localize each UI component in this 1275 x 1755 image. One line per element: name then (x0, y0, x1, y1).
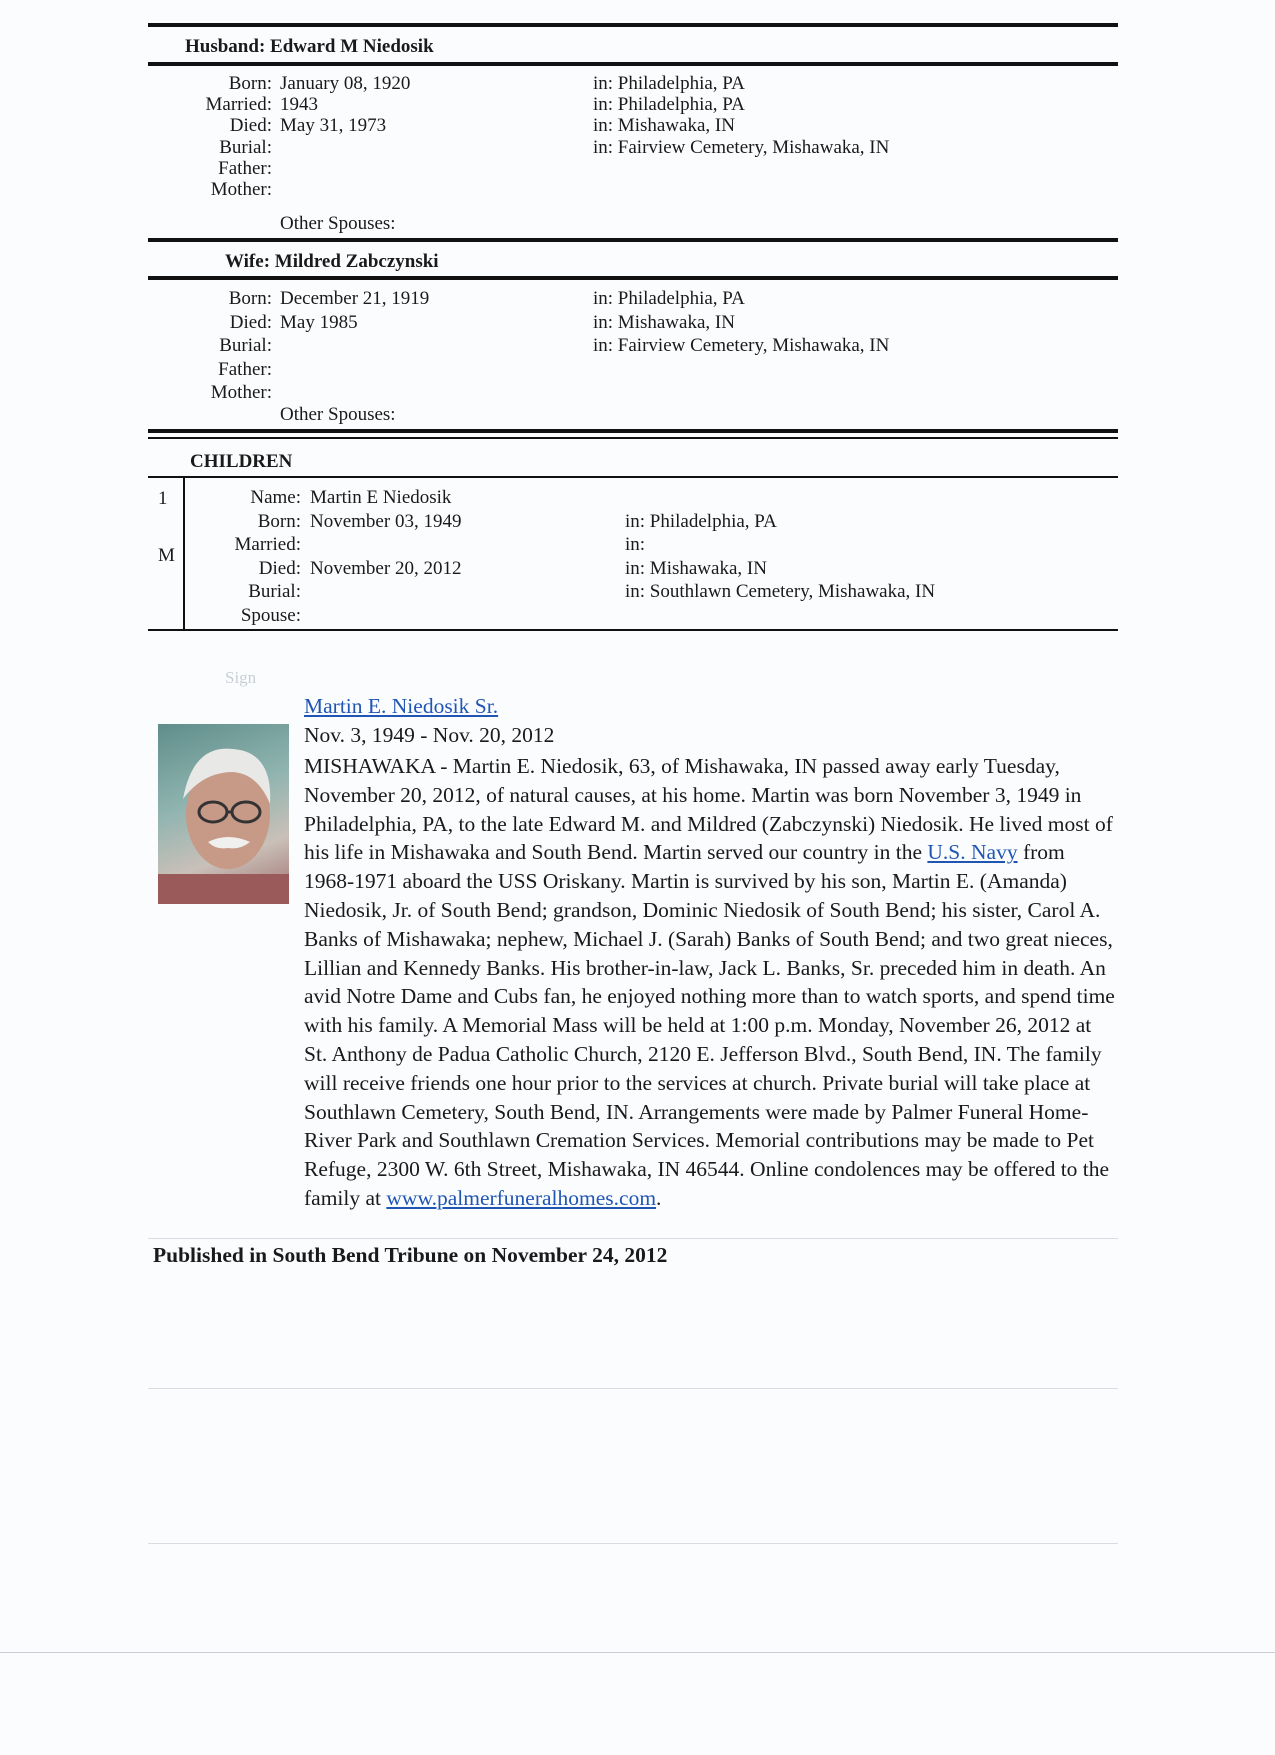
field-value: November 20, 2012 (310, 557, 462, 579)
field-place: in: Mishawaka, IN (593, 311, 735, 333)
section-rule (148, 23, 1118, 27)
field-place: in: Southlawn Cemetery, Mishawaka, IN (625, 581, 936, 602)
section-rule (148, 238, 1118, 242)
field-label: Mother: (210, 382, 272, 403)
field-label: Born: (257, 510, 301, 532)
field-value: Martin E Niedosik (310, 487, 452, 508)
field-label: Born: (228, 288, 272, 309)
children-heading: CHILDREN (190, 451, 293, 472)
wife-heading: Wife: Mildred Zabczynski (225, 251, 439, 272)
field-place: in: Philadelphia, PA (593, 73, 745, 94)
obituary-body (153, 752, 1119, 1213)
obituary-title[interactable]: Martin E. Niedosik Sr. (304, 694, 499, 718)
field-label: Married: (205, 94, 272, 116)
field-value: May 31, 1973 (280, 115, 387, 137)
child-sex: M (158, 545, 175, 566)
field-label: Mother: (210, 179, 272, 200)
field-label: Burial: (219, 136, 272, 158)
section-rule (148, 62, 1118, 66)
field-label: Spouse: (240, 604, 301, 626)
field-label: Burial: (219, 335, 272, 356)
field-place: in: Philadelphia, PA (593, 94, 745, 116)
field-place: in: Fairview Cemetery, Mishawaka, IN (593, 136, 890, 158)
field-value: May 1985 (280, 311, 358, 333)
bleed-through-rule (148, 1543, 1118, 1544)
field-value: December 21, 1919 (280, 288, 430, 309)
field-place: in: (625, 534, 646, 555)
obituary-text-part-1: MISHAWAKA - Martin E. Niedosik, 63, of Mishawaka, IN passed away early Tuesday, November 20, 2012, of natural causes, at his home. Martin was born November 3, 1949 in Philadelphia, PA, to the late Edward M. and Mildred (Zabczynski) Niedosik. He lived most of his life in Mishawaka and South Bend. Martin served our country in the (304, 754, 1113, 865)
field-place: in: Philadelphia, PA (593, 288, 745, 309)
husband-other-spouses: Other Spouses: (280, 213, 396, 234)
navy-link[interactable]: U.S. Navy (927, 840, 1018, 865)
section-rule (148, 437, 1118, 439)
husband-heading: Husband: Edward M Niedosik (185, 36, 434, 57)
funeral-home-link[interactable]: www.palmerfuneralhomes.com (386, 1185, 657, 1210)
field-value: November 03, 1949 (310, 510, 462, 532)
field-label: Father: (218, 157, 272, 179)
section-rule (148, 429, 1118, 433)
field-label: Died: (258, 557, 301, 579)
child-number: 1 (158, 488, 168, 509)
field-label: Married: (234, 534, 301, 555)
field-place: in: Mishawaka, IN (593, 115, 735, 137)
section-rule (148, 629, 1118, 631)
bleed-through-rule (148, 1238, 1118, 1239)
obituary-text (153, 752, 1119, 1213)
wife-other-spouses: Other Spouses: (280, 404, 396, 425)
section-rule (148, 276, 1118, 280)
field-place: in: Fairview Cemetery, Mishawaka, IN (593, 335, 890, 356)
field-label: Father: (218, 358, 272, 380)
obituary-title-link[interactable] (304, 694, 498, 719)
field-value: January 08, 1920 (280, 73, 411, 94)
publication-note: Published in South Bend Tribune on November 24, 2012 (153, 1243, 668, 1267)
page-edge (0, 1652, 1275, 1653)
bleed-through-rule (148, 1388, 1118, 1389)
field-label: Name: (250, 487, 301, 508)
field-place: in: Philadelphia, PA (625, 510, 777, 532)
field-label: Burial: (248, 581, 301, 602)
obituary-dates: Nov. 3, 1949 - Nov. 20, 2012 (304, 723, 555, 747)
field-label: Born: (228, 73, 272, 94)
bleed-through-text: Sign (225, 668, 257, 687)
field-label: Died: (229, 115, 272, 137)
field-value: 1943 (280, 94, 318, 116)
field-label: Died: (229, 311, 272, 333)
section-rule (148, 476, 1118, 478)
obituary-text-part-2: from 1968-1971 aboard the USS Oriskany. Martin is survived by his son, Martin E. (Amanda) Niedosik, Jr. of South Bend; grandson, Dominic Niedosik of South Bend; his sister, Carol A. Banks of Mishawaka; nephew, Michael J. (Sarah) Banks of South Bend; and two great nieces, Lillian and Kennedy Banks. His brother-in-law, Jack L. Banks, Sr. preceded him in death. An avid Notre Dame and Cubs fan, he enjoyed nothing more than to watch sports, and spend time with his family. A Memorial Mass will be held at 1:00 p.m. Monday, November 26, 2012 at St. Anthony de Padua Catholic Church, 2120 E. Jefferson Blvd., South Bend, IN. The family will receive friends one hour prior to the services at church. Private burial will take place at Southlawn Cemetery, South Bend, IN. Arrangements were made by Palmer Funeral Home-River Park and Southlawn Cremation Services. Memorial contributions may be made to Pet Refuge, 2300 W. 6th Street, Mishawaka, IN 46544. Online condolences may be offered to the family at (304, 840, 1115, 1210)
field-place: in: Mishawaka, IN (625, 557, 767, 579)
obituary-text-end: . (656, 1185, 662, 1210)
